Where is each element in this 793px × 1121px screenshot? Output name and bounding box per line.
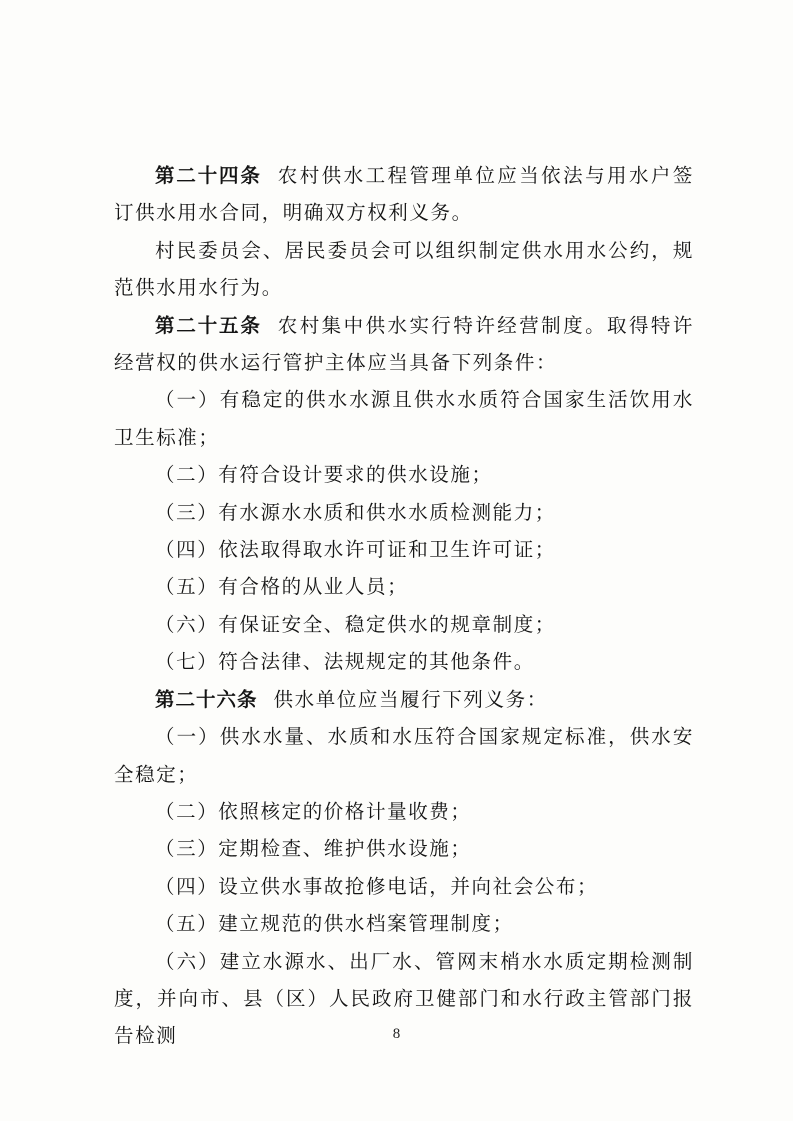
article-26-paragraph xyxy=(114,681,694,718)
obligation-item-2: （二）依照核定的价格计量收费； xyxy=(155,799,472,823)
obligation-item-4: （四）设立供水事故抢修电话，并向社会公布； xyxy=(155,874,599,898)
condition-item-6: （六）有保证安全、稳定供水的规章制度； xyxy=(155,612,556,636)
document-body xyxy=(114,157,694,1055)
article-26-text: 供水单位应当履行下列义务： xyxy=(273,687,548,711)
article-25-heading: 第二十五条 xyxy=(155,313,262,337)
obligation-item-5: （五）建立规范的供水档案管理制度； xyxy=(155,912,514,936)
article-24-text: 农村供水工程管理单位应当依法与用水户签订供水用水合同，明确双方权利义务。 xyxy=(114,164,694,225)
condition-item-5: （五）有合格的从业人员； xyxy=(155,575,409,599)
village-committee-paragraph: 村民委员会、居民委员会可以组织制定供水用水公约，规范供水用水行为。 xyxy=(114,238,694,300)
article-26-heading: 第二十六条 xyxy=(155,687,258,711)
page-number: 8 xyxy=(392,1026,401,1042)
article-24-heading: 第二十四条 xyxy=(155,164,262,187)
article-25-paragraph xyxy=(114,307,694,382)
condition-item-2: （二）有符合设计要求的供水设施； xyxy=(155,463,493,487)
article-24-paragraph xyxy=(114,157,694,232)
obligation-item-1: （一）供水水量、水质和水压符合国家规定标准，供水安全稳定； xyxy=(114,725,694,786)
condition-item-1: （一）有稳定的供水水源且供水水质符合国家生活饮用水卫生标准； xyxy=(114,388,694,449)
condition-item-7: （七）符合法律、法规规定的其他条件。 xyxy=(155,650,535,674)
obligation-item-3: （三）定期检查、维护供水设施； xyxy=(155,837,472,861)
condition-item-3: （三）有水源水水质和供水水质检测能力； xyxy=(155,500,556,524)
obligation-item-6: （六）建立水源水、出厂水、管网末梢水水质定期检测制度，并向市、县（区）人民政府卫健部门和水行政主管部门报告检测 xyxy=(114,949,694,1048)
condition-item-4: （四）依法取得取水许可证和卫生许可证； xyxy=(155,538,556,562)
article-25-text: 农村集中供水实行特许经营制度。取得特许经营权的供水运行管护主体应当具备下列条件： xyxy=(114,313,694,375)
